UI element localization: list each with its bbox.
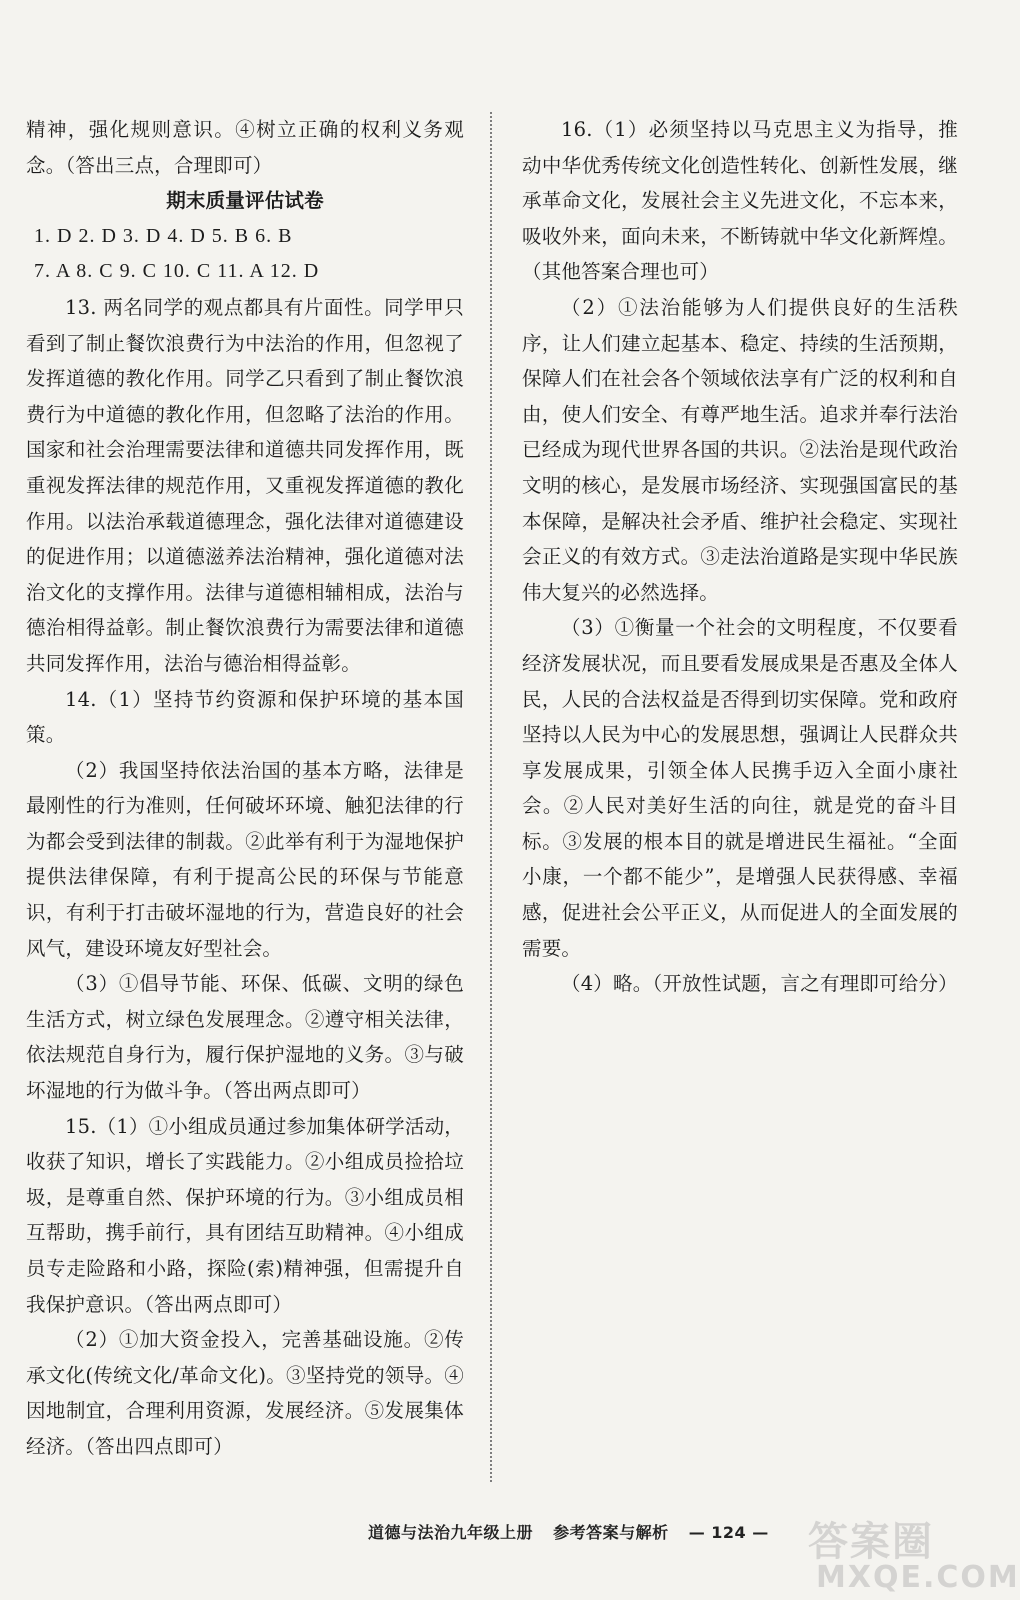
column-divider	[490, 112, 492, 1482]
question-14-part-3: （3）①倡导节能、环保、低碳、文明的绿色生活方式，树立绿色发展理念。②遵守相关法律，依法规范自身行为，履行保护湿地的义务。③与破坏湿地的行为做斗争。（答出两点即可）	[26, 972, 464, 1103]
left-column	[26, 112, 464, 1465]
watermark-logo-text: 答案圈	[808, 1519, 934, 1565]
right-column	[522, 112, 958, 1002]
question-16-part-2: （2）①法治能够为人们提供良好的生活秩序，让人们建立起基本、稳定、持续的生活预期，保障人们在社会各个领域依法享有广泛的权利和自由，使人们安全、有尊严地生活。追求并奉行法治已经成为现代世界各国的共识。②法治是现代政治文明的核心，是发展市场经济、实现强国富民的基本保障，是解决社会矛盾、维护社会稳定、实现社会正义的有效方式。③走法治道路是实现中华民族伟大复兴的必然选择。	[522, 295, 958, 604]
section-title: 期末质量评估试卷	[166, 189, 324, 213]
footer-book-title: 道德与法治九年级上册	[368, 1523, 534, 1542]
question-16-part-3: （3）①衡量一个社会的文明程度，不仅要看经济发展状况，而且要看发展成果是否惠及全体人民，人民的合法权益是否得到切实保障。党和政府坚持以人民为中心的发展思想，强调让人民群众共享发展成果，引领全体人民携手迈入全面小康社会。②人民对美好生活的向往，就是党的奋斗目标。③发展的根本目的就是增进民生福祉。“全面小康，一个都不能少”，是增强人民获得感、幸福感，促进社会公平正义，从而促进人的全面发展的需要。	[522, 616, 958, 960]
answer-key-row-2: 7. A 8. C 9. C 10. C 11. A 12. D	[34, 260, 320, 283]
continued-text: 精神，强化规则意识。④树立正确的权利义务观念。（答出三点，合理即可）	[26, 118, 464, 177]
question-16-part-1: 16.（1）必须坚持以马克思主义为指导，推动中华优秀传统文化创造性转化、创新性发展，继承革命文化，发展社会主义先进文化，不忘本来，吸收外来，面向未来，不断铸就中华文化新辉煌。（其他答案合理也可）	[522, 118, 958, 284]
question-14-part-1: 14.（1）坚持节约资源和保护环境的基本国策。	[26, 687, 464, 747]
page-number: — 124 —	[688, 1523, 769, 1542]
page-footer	[368, 1520, 783, 1543]
question-16-part-4: （4）略。（开放性试题，言之有理即可给分）	[561, 972, 958, 996]
question-15-part-1: 15.（1）①小组成员通过参加集体研学活动，收获了知识，增长了实践能力。②小组成员捡拾垃圾，是尊重自然、保护环境的行为。③小组成员相互帮助，携手前行，具有团结互助精神。④小组成员专走险路和小路，探险(索)精神强，但需提升自我保护意识。（答出两点即可）	[26, 1114, 464, 1316]
watermark-url: MXQE.COM	[816, 1560, 1020, 1595]
question-13-answer: 13. 两名同学的观点都具有片面性。同学甲只看到了制止餐饮浪费行为中法治的作用，但忽视了发挥道德的教化作用。同学乙只看到了制止餐饮浪费行为中道德的教化作用，但忽略了法治的作用。国家和社会治理需要法律和道德共同发挥作用，既重视发挥法律的规范作用，又重视发挥道德的教化作用。以法治承载道德理念，强化法律对道德建设的促进作用；以道德滋养法治精神，强化道德对法治文化的支撑作用。法律与道德相辅相成，法治与德治相得益彰。制止餐饮浪费行为需要法律和道德共同发挥作用，法治与德治相得益彰。	[26, 295, 464, 675]
question-14-part-2: （2）我国坚持依法治国的基本方略，法律是最刚性的行为准则，任何破坏环境、触犯法律的行为都会受到法律的制裁。②此举有利于为湿地保护提供法律保障，有利于提高公民的环保与节能意识，有利于打击破坏湿地的行为，营造良好的社会风气，建设环境友好型社会。	[26, 758, 464, 960]
footer-section: 参考答案与解析	[553, 1523, 669, 1542]
answer-key-row-1: 1. D 2. D 3. D 4. D 5. B 6. B	[34, 224, 293, 247]
site-watermark	[786, 1500, 1020, 1600]
question-15-part-2: （2）①加大资金投入，完善基础设施。②传承文化(传统文化/革命文化)。③坚持党的领导。④因地制宜，合理利用资源，发展经济。⑤发展集体经济。（答出四点即可）	[26, 1328, 464, 1458]
